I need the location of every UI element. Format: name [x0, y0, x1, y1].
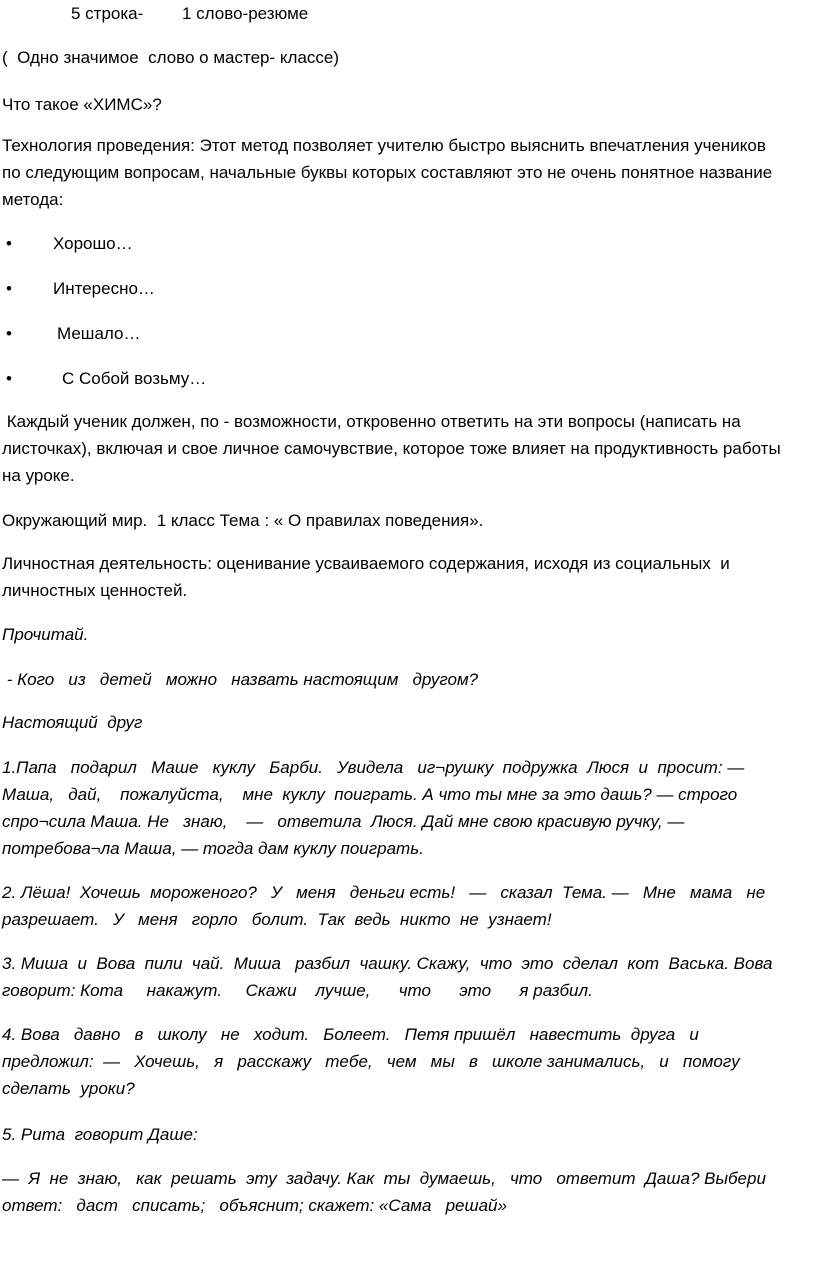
header-line-right: 1 слово-резюме [182, 4, 309, 23]
story-title: Настоящий друг [2, 713, 143, 732]
instruction-line: Каждый ученик должен, по - возможности, откровенно ответить на эти вопросы (написать на [2, 412, 741, 431]
friend-question: - Кого из детей можно назвать настоящим другом? [2, 670, 479, 689]
story-line: 2. Лёша! Хочешь мороженого? У меня деньги есть! — сказал Тема. — Мне мама не [2, 883, 766, 902]
story-line: — Я не знаю, как решать эту задачу. Как ты думаешь, что ответит Даша? Выбери [2, 1169, 766, 1188]
story-line: сделать уроки? [2, 1079, 135, 1098]
story-paragraph [2, 1165, 808, 1219]
instruction-paragraph [2, 408, 808, 489]
story-line: 1.Папа подарил Маше куклу Барби. Увидела иг¬рушку подружка Люся и просит: — [2, 758, 745, 777]
story-paragraph [2, 879, 808, 933]
story-paragraph [2, 1021, 808, 1102]
story-line: предложил: — Хочешь, я расскажу тебе, чем мы в школе занимались, и помогу [2, 1052, 740, 1071]
personal-activity-line: личностных ценностей. [2, 581, 188, 600]
story-line: 5. Рита говорит Даше: [2, 1125, 198, 1144]
story-line: ответ: даст списать; объяснит; скажет: «Сама решай» [2, 1196, 507, 1215]
lesson-topic: Окружающий мир. 1 класс Тема : « О правилах поведения». [2, 511, 484, 530]
story-line: спро¬сила Маша. Не знаю, — ответила Люся. Дай мне свою красивую ручку, — [2, 812, 685, 831]
story-line: разрешает. У меня горло болит. Так ведь никто не узнает! [2, 910, 552, 929]
instruction-line: листочках), включая и свое личное самочувствие, которое тоже влияет на продуктивность работы [2, 439, 781, 458]
bullet-text: С Собой возьму… [62, 369, 207, 388]
story-line: 3. Миша и Вова пили чай. Миша разбил чашку. Скажу, что это сделал кот Васька. Вова [2, 954, 773, 973]
subtitle: ( Одно значимое слово о мастер- классе) [2, 48, 340, 67]
bullet-marker: • [6, 369, 12, 388]
bullet-text: Мешало… [57, 324, 141, 343]
bullet-marker: • [6, 324, 12, 343]
technology-paragraph [2, 132, 808, 213]
bullet-text: Хорошо… [53, 234, 133, 253]
bullet-marker: • [6, 279, 12, 298]
personal-activity-paragraph [2, 550, 808, 604]
bullet-marker: • [6, 234, 12, 253]
story-line: потребова¬ла Маша, — тогда дам куклу поиграть. [2, 839, 424, 858]
instruction-line: на уроке. [2, 466, 75, 485]
story-line: Маша, дай, пожалуйста, мне куклу поиграть. А что ты мне за это дашь? — строго [2, 785, 738, 804]
header-line-left: 5 строка- [71, 4, 144, 23]
read-prompt: Прочитай. [2, 625, 89, 644]
story-line: 4. Вова давно в школу не ходит. Болеет. Петя пришёл навестить друга и [2, 1025, 699, 1044]
question-heading: Что такое «ХИМС»? [2, 95, 162, 114]
technology-line: Технология проведения: Этот метод позволяет учителю быстро выяснить впечатления учеников [2, 136, 766, 155]
story-paragraph [2, 754, 808, 862]
story-line: говорит: Кота накажут. Скажи лучше, что это я разбил. [2, 981, 593, 1000]
technology-line: по следующим вопросам, начальные буквы которых составляют это не очень понятное название [2, 163, 773, 182]
technology-line: метода: [2, 190, 64, 209]
personal-activity-line: Личностная деятельность: оценивание усваиваемого содержания, исходя из социальных и [2, 554, 730, 573]
story-paragraph [2, 1121, 808, 1148]
story-paragraph [2, 950, 808, 1004]
bullet-text: Интересно… [53, 279, 155, 298]
